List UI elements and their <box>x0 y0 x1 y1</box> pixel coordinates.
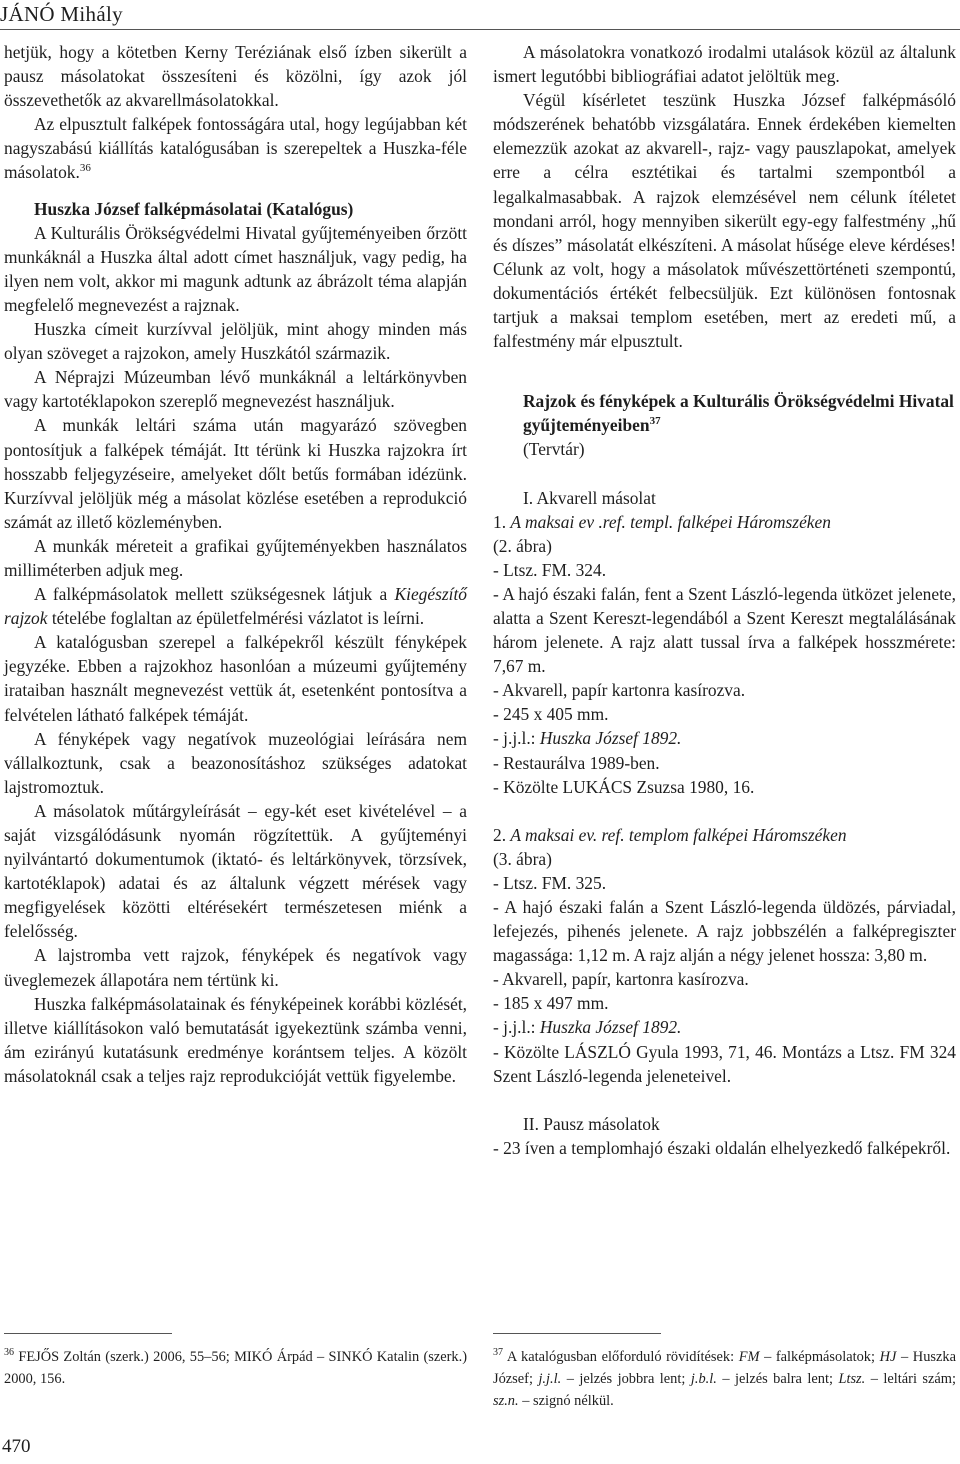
item-number: 2. <box>493 824 507 845</box>
catalog-subheading: (Tervtár) <box>523 439 585 460</box>
footnote-text: – szignó nélkül. <box>522 1393 614 1409</box>
intro-paragraph-2 <box>4 112 467 184</box>
paragraph: A lajstromba vett rajzok, fényképek és negatívok vagy üveglemezek állapotára nem tértünk ki. <box>4 945 467 990</box>
footnote-rule-left <box>4 1333 172 1334</box>
spacer <box>493 1088 956 1112</box>
item-title: A maksai ev. ref. templom falképei Háromszéken <box>510 824 847 845</box>
footnote-text: – falképmásolatok; <box>764 1349 875 1365</box>
catalog-heading <box>523 389 956 437</box>
section-1-heading: I. Akvarell másolat <box>523 487 656 508</box>
abbreviation: j.j.l. <box>538 1371 562 1387</box>
signature-label: - j.j.l.: <box>493 728 536 749</box>
item-inventory: - Ltsz. FM. 324. <box>493 559 607 580</box>
abbreviation: j.b.l. <box>690 1371 717 1387</box>
footnote-ref-37[interactable]: 37 <box>649 415 661 428</box>
footnote-text: FEJŐS Zoltán (szerk.) 2006, 55–56; MIKÓ Árpád – SINKÓ Katalin (szerk.) 2000, 156. <box>4 1349 467 1387</box>
footnote-37 <box>493 1346 956 1412</box>
footnote-text: – jelzés jobbra lent; <box>566 1371 686 1387</box>
footnote-text: – leltári szám; <box>870 1371 956 1387</box>
paragraph: A Néprajzi Múzeumban lévő munkáknál a leltárkönyvben vagy kartotéklapokon szereplő megnevezést használjuk. <box>4 367 467 412</box>
footnote-36 <box>4 1346 467 1390</box>
footnote-text: – jelzés balra lent; <box>722 1371 833 1387</box>
paragraph: Huszka címeit kurzívval jelöljük, mint ahogy minden más olyan szöveget a rajzokon, amely Huszkától származik. <box>4 319 467 364</box>
paragraph: A másolatok műtárgyleírását – egy-két eset kivételével – a saját vizsgálódásunk nyomán rögzítettük. A gyűjteményi nyilvántartó dokumentumok (iktató- és leltárkönyvek, törzsívek, kartotéklapok) adatai és az általunk végzett mérések vagy megfigyelések közötti eltérésekért természetesen miénk a felelősség. <box>4 800 467 942</box>
item-title: A maksai ev .ref. templ. falképei Háromszéken <box>510 511 831 532</box>
item-figure: (2. ábra) <box>493 535 552 556</box>
signature-label: - j.j.l.: <box>493 1017 536 1038</box>
right-column <box>493 40 956 1160</box>
supplementary-italic: Kiegészítő rajzok <box>4 584 467 629</box>
spacer <box>493 462 956 486</box>
header-rule <box>0 29 960 30</box>
abbreviation: sz.n. <box>493 1393 519 1409</box>
paragraph: A fényképek vagy negatívok muzeológiai leírására nem vállalkoztunk, csak a beazonosításhoz szükséges adatokat lajstromoztuk. <box>4 728 467 797</box>
paragraph: A munkák méreteit a grafikai gyűjteményekben használatos milliméterben adjuk meg. <box>4 535 467 580</box>
abbreviation: HJ <box>879 1349 897 1365</box>
intro-paragraph-1: hetjük, hogy a kötetben Kerny Teréziának első ízben sikerült a pausz másolatokat összesíteni és közölni, így azok jól összevethetők az akvarellmásolatokkal. <box>4 42 467 111</box>
footnote-text: A katalógusban előforduló rövidítések: <box>506 1349 735 1365</box>
item-size: - 245 x 405 mm. <box>493 704 609 725</box>
supplementary-text-after: tételébe foglaltan az épületfelmérési vázlatot is leírni. <box>51 608 425 629</box>
item-inventory: - Ltsz. FM. 325. <box>493 872 607 893</box>
spacer <box>493 799 956 823</box>
item-figure: (3. ábra) <box>493 848 552 869</box>
item-signature <box>493 726 956 750</box>
item-published: - Közölte LUKÁCS Zsuzsa 1980, 16. <box>493 776 755 797</box>
item-published: - Közölte LÁSZLÓ Gyula 1993, 71, 46. Montázs a Ltsz. FM 324 Szent László-legenda jeleneteivel. <box>493 1041 956 1086</box>
paragraph: Huszka falképmásolatainak és fényképeinek korábbi közlését, illetve kiállításokon való bemutatását igyekeztünk számba venni, ám ezirányú kutatásunk eredménye korántsem teljes. A közölt másolatoknál csak a teljes rajz reprodukcióját vettük figyelembe. <box>4 993 467 1086</box>
page-number: 470 <box>2 1436 31 1457</box>
item-technique: - Akvarell, papír kartonra kasírozva. <box>493 680 746 701</box>
footnote-number: 37 <box>493 1347 503 1359</box>
spacer <box>493 353 956 389</box>
item-signature <box>493 1015 956 1039</box>
paragraph: Végül kísérletet teszünk Huszka József falképmásóló módszerének behatóbb vizsgálatára. Ennek érdekében kiemelten elemezzük azokat az akvarell-, rajz- vagy pauszlapokat, amelyek erre a célra esztétikai és tartalmi szempontból a legalkalmasabbak. A rajzok elemzésével nem célunk ítéletet mondani arról, hogy mennyiben sikerült egy-egy falfestmény „hű és díszes” másolatát elkészíteni. A másolat hűsége eleve kérdéses! Célunk az volt, hogy a másolatok művészettörténeti szempontú, dokumentációs értékét felbecsüljük. Ezt különösen fontosnak tartjuk a maksai templom esetében, mert az eredeti mű, a falfestmény már elpusztult. <box>493 90 956 352</box>
supplementary-paragraph <box>4 582 467 630</box>
catalog-title-block <box>493 389 956 461</box>
paragraph: A Kulturális Örökségvédelmi Hivatal gyűjteményeiben őrzött munkáknál a Huszka által adott címet használjuk, vagy pedig, ha ilyen nem volt, akkor mi magunk adtunk az ábrázolt téma alapján megfelelő megnevezést a rajznak. <box>4 222 467 315</box>
item-title-line <box>493 823 956 847</box>
abbreviation: FM <box>738 1349 760 1365</box>
item-size: - 185 x 497 mm. <box>493 993 609 1014</box>
item-technique: - Akvarell, papír, kartonra kasírozva. <box>493 969 749 990</box>
section-2-text: - 23 íven a templomhajó északi oldalán elhelyezkedő falképekről. <box>493 1137 951 1158</box>
signature-value: Huszka József 1892. <box>539 1017 682 1038</box>
signature-value: Huszka József 1892. <box>539 728 682 749</box>
left-column <box>4 40 467 1088</box>
footnote-number: 36 <box>4 1347 14 1359</box>
item-title-line <box>493 510 956 534</box>
item-number: 1. <box>493 511 507 532</box>
item-description: - A hajó északi falán, fent a Szent László-legenda ütközet jelenete, alatta a Szent Kereszt-legendából a Szent Kereszt megtalálásának három jelenete. A rajz alatt tussal írva a falképek hosszmérete: 7,67 m. <box>493 583 956 677</box>
section-2-heading: II. Pausz másolatok <box>523 1113 660 1134</box>
item-description: - A hajó északi falán a Szent László-legenda üldözés, párviadal, lefejezés, pihenés jelenete. A rajz jobbszélén a falképregiszter magassága: 1,12 m. A rajz alján a négy jelenet hossza: 3,80 m. <box>493 897 956 966</box>
catalog-heading-text: Rajzok és fényképek a Kulturális Örökségvédelmi Hivatal gyűjteményeiben <box>523 391 954 436</box>
catalog-item-1 <box>493 510 956 799</box>
paragraph: A másolatokra vonatkozó irodalmi utalások közül az általunk ismert legutóbbi bibliográfiai adatot jelöltük meg. <box>493 42 956 87</box>
footnote-text: – Huszka József; <box>493 1349 956 1387</box>
running-head: JÁNÓ Mihály <box>0 2 123 26</box>
footnote-ref-36[interactable]: 36 <box>79 162 91 175</box>
catalog-section-heading: Huszka József falképmásolatai (Katalógus) <box>34 198 354 219</box>
footnote-rule-right <box>493 1333 661 1334</box>
item-restored: - Restaurálva 1989-ben. <box>493 752 660 773</box>
paragraph: A katalógusban szerepel a falképekről készült fényképek jegyzéke. Ebben a rajzokhoz hasonlóan a múzeumi gyűjtemény irataiban használt megnevezést vettük át, esetenként pontosítva a felvételen látható falképek témáját. <box>4 632 467 725</box>
intro-paragraph-2-text: Az elpusztult falképek fontosságára utal, hogy legújabban két nagyszabású kiállítás katalógusában is szerepeltek a Huszka-féle másolatok. <box>4 114 467 183</box>
abbreviation: Ltsz. <box>838 1371 866 1387</box>
catalog-item-2 <box>493 823 956 1088</box>
paragraph: A munkák leltári száma után magyarázó szövegben pontosítjuk a falképek témáját. Itt térünk ki Huszka rajzokra írt hosszabb feljegyzéseire, amelyeket dőlt betűs formában idézünk. Kurzívval jelöljük még a másolat közlése esetében a reprodukció számát az illető közleményben. <box>4 415 467 532</box>
supplementary-text-before: A falképmásolatok mellett szükségesnek látjuk a <box>34 584 388 605</box>
